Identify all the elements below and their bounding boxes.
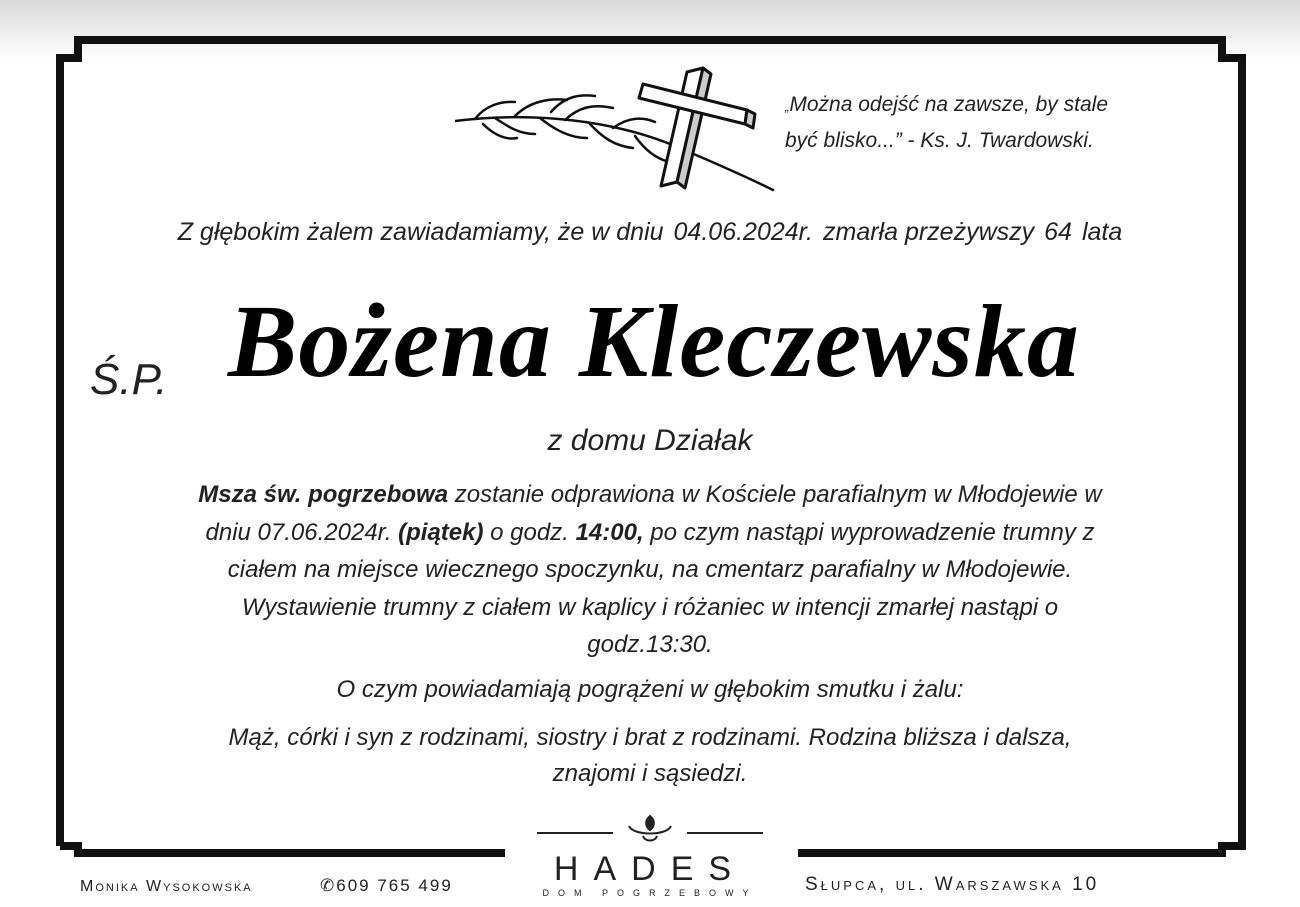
logo-text: HADES	[553, 850, 747, 888]
mass-day: (piątek)	[398, 518, 484, 546]
family-list	[120, 720, 1180, 792]
mass-text-7: godz.13:30.	[587, 631, 713, 658]
mass-text-5: ciałem na miejsce wiecznego spoczynku, na cmentarz parafialny w Młodojewie.	[227, 556, 1073, 583]
phone-icon: ✆	[320, 876, 337, 895]
footer-phone	[320, 876, 453, 896]
maiden-name: z domu Działak	[547, 424, 753, 457]
age: 64	[1044, 218, 1072, 246]
family-line-1: Mąż, córki i syn z rodzinami, siostry i brat z rodzinami. Rodzina bliższa i dalsza,	[228, 724, 1072, 751]
death-date: 04.06.2024	[673, 218, 799, 246]
footer-address: Słupca, ul. Warszawska 10	[805, 874, 1100, 895]
date-suffix: r.	[798, 218, 813, 246]
deceased-name: Bożena Kleczewska	[228, 284, 1080, 399]
prefix: Ś.P.	[90, 355, 168, 404]
mass-lead: Msza św. pogrzebowa	[198, 481, 449, 508]
quote-text-1: Można odejść na zawsze, by stale	[789, 93, 1109, 116]
cross-icon	[455, 66, 780, 194]
phone-number: 609 765 499	[336, 876, 453, 895]
mass-text-1: zostanie odprawiona w Kościele parafialnym w Młodojewie w	[454, 481, 1102, 508]
mass-text-3: o godz.	[490, 518, 569, 546]
quote	[785, 88, 1205, 158]
intro-text-1: Z głębokim żalem zawiadamiamy, że w dniu	[177, 218, 664, 246]
intro-line	[0, 218, 1300, 247]
notify-line: O czym powiadamiają pogrążeni w głębokim smutku i żalu:	[336, 676, 964, 703]
mass-text-2: dniu 07.06.2024r.	[205, 518, 392, 546]
funeral-details	[95, 476, 1205, 664]
family-line-2: znajomi i sąsiedzi.	[552, 760, 748, 787]
intro-text-3: lata	[1081, 218, 1123, 246]
quote-line-1	[785, 88, 1205, 124]
footer-name: Monika Wysokowska	[80, 878, 253, 895]
quote-open-mark: „	[785, 99, 790, 114]
mass-text-4: po czym nastąpi wyprowadzenie trumny z	[650, 518, 1095, 546]
mass-time: 14:00,	[575, 518, 644, 546]
intro-text-2: zmarła przeżywszy	[823, 218, 1035, 246]
quote-line-2: być blisko...” - Ks. J. Twardowski.	[785, 129, 1094, 152]
mass-text-6: Wystawienie trumny z ciałem w kaplicy i różaniec w intencji zmarłej nastąpi o	[241, 593, 1059, 621]
logo-subtext: DOM POGRZEBOWY	[542, 888, 758, 898]
